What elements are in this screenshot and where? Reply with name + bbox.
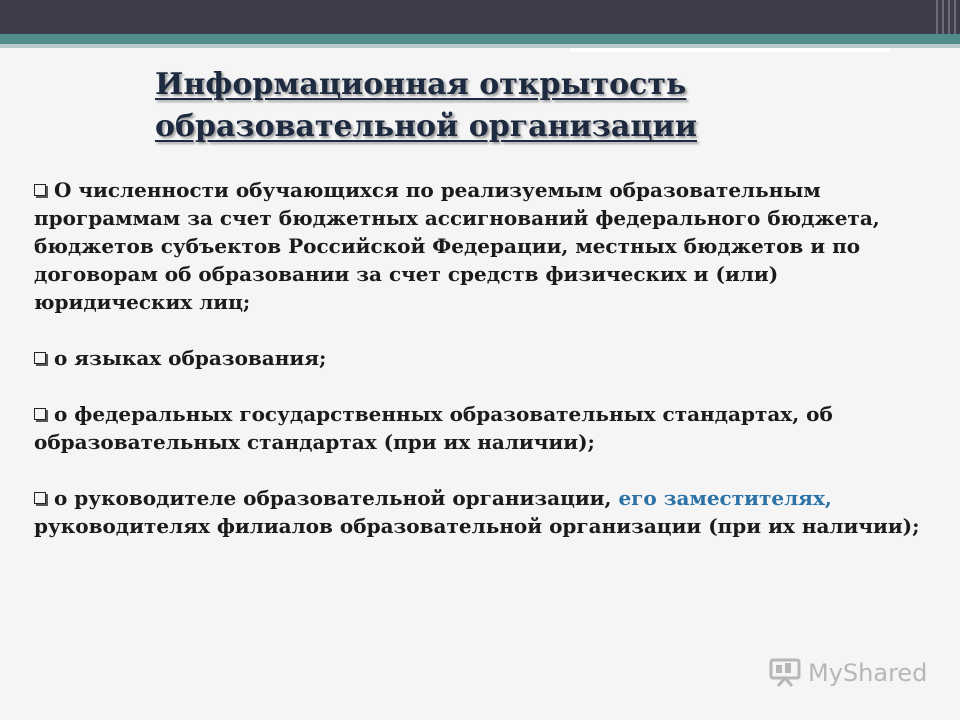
item-1-lead: О численности обучающихся по реализуемым образовательным: [54, 178, 821, 202]
top-bar: [0, 0, 960, 34]
myshared-watermark: [768, 657, 927, 689]
list-item: [34, 176, 934, 316]
checkbox-bullet-icon: [34, 352, 46, 364]
item-2-text: о языках образования;: [54, 346, 327, 370]
corner-decoration: [932, 0, 960, 36]
checkbox-bullet-icon: [34, 408, 46, 420]
white-stripe: [570, 48, 890, 52]
bullet-list: [34, 176, 934, 568]
item-4-text: руководителях филиалов образовательной организации (при их наличии);: [34, 514, 920, 538]
watermark-text: MyShared: [808, 659, 928, 687]
item-1-text: программам за счет бюджетных ассигнований федерального бюджета, бюджетов субъектов Российской Федерации, местных бюджетов и по договорам об образовании за счет средств физических и (или) юридических лиц;: [34, 206, 880, 314]
presentation-icon: [768, 658, 802, 688]
list-item: [34, 400, 934, 456]
checkbox-bullet-icon: [34, 492, 46, 504]
list-item: [34, 344, 934, 372]
slide-title: [155, 64, 855, 148]
checkbox-bullet-icon: [34, 184, 46, 196]
list-item: [34, 484, 934, 540]
item-3-text: о федеральных государственных образовательных стандартах, об образовательных стандартах (при их наличии);: [34, 402, 833, 454]
item-4-lead: о руководителе образовательной организации,: [54, 486, 619, 510]
title-line-1: Информационная открытость: [155, 67, 687, 102]
item-4-highlight: его заместителях,: [618, 486, 832, 510]
title-line-2: образовательной организации: [155, 109, 697, 144]
accent-stripe: [0, 34, 960, 44]
